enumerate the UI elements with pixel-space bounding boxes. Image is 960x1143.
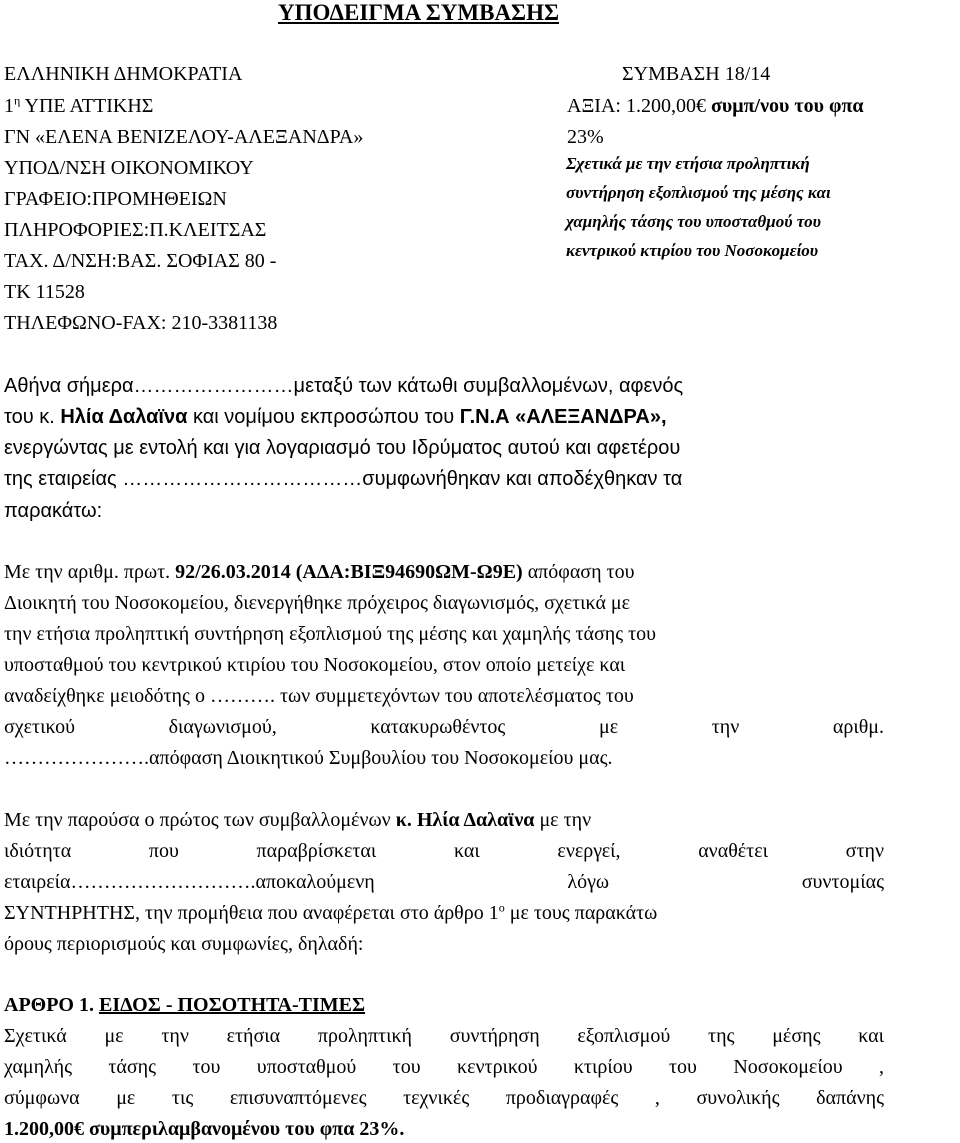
intro-line-3: ενεργώντας με εντολή και για λογαριασμό του Ιδρύματος αυτού και αφετέρου: [4, 437, 681, 459]
decision-line-2: Διοικητή του Νοσοκομείου, διενεργήθηκε πρόχειρος διαγωνισμός, σχετικά με: [4, 592, 631, 614]
subject-line-3: χαμηλής τάσης του υποσταθμού του: [566, 212, 821, 231]
document-title: ΥΠΟΔΕΙΓΜΑ ΣΥΜΒΑΣΗΣ: [278, 0, 560, 25]
header-info: ΠΛΗΡΟΦΟΡΙΕΣ:Π.ΚΛΕΙΤΣΑΣ: [4, 219, 267, 241]
decision-reference: 92/26.03.2014 (ΑΔΑ:ΒΙΞ94690ΩΜ-Ω9Ε): [175, 561, 523, 583]
intro-line-2: [4, 407, 667, 427]
header-region-text: ΥΠΕ ΑΤΤΙΚΗΣ: [20, 95, 154, 117]
header-hospital: ΓΝ «ΕΛΕΝΑ ΒΕΝΙΖΕΛΟΥ-ΑΛΕΞΑΝΔΡΑ»: [4, 126, 364, 148]
article-1-title: ΕΙΔΟΣ - ΠΟΣΟΤΗΤΑ-ΤΙΜΕΣ: [99, 994, 366, 1016]
decision-line-1: [4, 562, 634, 582]
header-country: ΕΛΛΗΝΙΚΗ ΔΗΜΟΚΡΑΤΙΑ: [4, 63, 243, 85]
decision-line-4: υποσταθμού του κεντρικού κτιρίου του Νοσοκομείου, στον οποίο μετείχε και: [4, 654, 626, 676]
header-subdivision: ΥΠΟΔ/ΝΣΗ ΟΙΚΟΝΟΜΙΚΟΥ: [4, 157, 254, 179]
assignment-party-name: κ. Ηλία Δαλαϊνα: [395, 809, 535, 831]
decision-line-1-a: Με την αριθμ. πρωτ.: [4, 561, 176, 583]
contract-value: [567, 96, 864, 116]
header-region-sup: η: [14, 93, 21, 108]
subject-line-4: κεντρικού κτιρίου του Νοσοκομείου: [566, 241, 819, 260]
decision-line-1-c: απόφαση του: [522, 561, 635, 583]
subject-line-1: Σχετικά με την ετήσια προληπτική: [566, 154, 810, 173]
article-1-line-3: σύμφωνα με τις επισυναπτόμενες τεχνικές προδιαγραφές , συνολικής δαπάνης: [4, 1087, 884, 1109]
header-phone: ΤΗΛΕΦΩΝΟ-FAX: 210-3381138: [4, 312, 278, 334]
intro-line-5: παρακάτω:: [4, 500, 103, 522]
intro-line-1: Αθήνα σήμερα……………………μεταξύ των κάτωθι συμβαλλομένων, αφενός: [4, 375, 684, 397]
article-1-heading: [4, 995, 365, 1015]
assignment-line-5: όρους περιορισμούς και συμφωνίες, δηλαδή:: [4, 933, 364, 955]
header-region: [4, 93, 154, 117]
assignment-line-4-sup: ο: [498, 900, 505, 915]
subject-line-2: συντήρηση εξοπλισμού της μέσης και: [566, 183, 831, 202]
header-postcode: ΤΚ 11528: [4, 281, 85, 303]
first-party-name: Ηλία Δαλαϊνα: [60, 406, 188, 428]
contract-number: ΣΥΜΒΑΣΗ 18/14: [622, 63, 771, 85]
assignment-line-4: [4, 900, 658, 924]
contract-value-note: συμπ/νου του φπα: [705, 95, 864, 117]
assignment-line-3: εταιρεία……………………….αποκαλούμενη λόγω συντομίας: [4, 871, 884, 893]
article-1-number: ΑΡΘΡΟ 1.: [4, 994, 99, 1016]
assignment-line-2: ιδιότητα που παραβρίσκεται και ενεργεί, αναθέτει στην: [4, 840, 884, 862]
header-address: ΤΑΧ. Δ/ΝΣΗ:ΒΑΣ. ΣΟΦΙΑΣ 80 -: [4, 250, 277, 272]
decision-line-7: ………………….απόφαση Διοικητικού Συμβουλίου του Νοσοκομείου μας.: [4, 747, 613, 769]
decision-line-3: την ετήσια προληπτική συντήρηση εξοπλισμού της μέσης και χαμηλής τάσης του: [4, 623, 657, 645]
contract-value-amount: ΑΞΙΑ: 1.200,00€: [567, 95, 706, 117]
intro-line-2-c: και νομίμου εκπροσώπου του: [187, 406, 460, 428]
decision-line-5: αναδείχθηκε μειοδότης ο ………. των συμμετεχόντων του αποτελέσματος του: [4, 685, 634, 707]
hospital-name: Γ.Ν.Α «ΑΛΕΞΑΝΔΡΑ»,: [459, 406, 667, 428]
assignment-line-4-b: με τους παρακάτω: [504, 902, 658, 924]
header-region-number: 1: [4, 95, 14, 117]
assignment-line-1-c: με την: [534, 809, 592, 831]
article-1-line-4: 1.200,00€ συμπεριλαμβανομένου του φπα 23%.: [4, 1118, 405, 1140]
decision-line-6: σχετικού διαγωνισμού, κατακυρωθέντος με την αριθμ.: [4, 716, 884, 738]
article-1-line-2: χαμηλής τάσης του υποσταθμού του κεντρικού κτιρίου του Νοσοκομείου ,: [4, 1056, 884, 1078]
intro-line-4: της εταιρείας ………………………………συμφωνήθηκαν και αποδέχθηκαν τα: [4, 468, 683, 490]
article-1-line-1: Σχετικά με την ετήσια προληπτική συντήρηση εξοπλισμού της μέσης και: [4, 1025, 884, 1047]
contract-vat: 23%: [567, 126, 604, 148]
assignment-line-1-a: Με την παρούσα ο πρώτος των συμβαλλομένων: [4, 809, 396, 831]
header-office: ΓΡΑΦΕΙΟ:ΠΡΟΜΗΘΕΙΩΝ: [4, 188, 227, 210]
assignment-line-4-a: ΣΥΝΤΗΡΗΤΗΣ, την προμήθεια που αναφέρεται στο άρθρο 1: [4, 902, 499, 924]
intro-line-2-a: του κ.: [4, 406, 61, 428]
assignment-line-1: [4, 810, 591, 830]
